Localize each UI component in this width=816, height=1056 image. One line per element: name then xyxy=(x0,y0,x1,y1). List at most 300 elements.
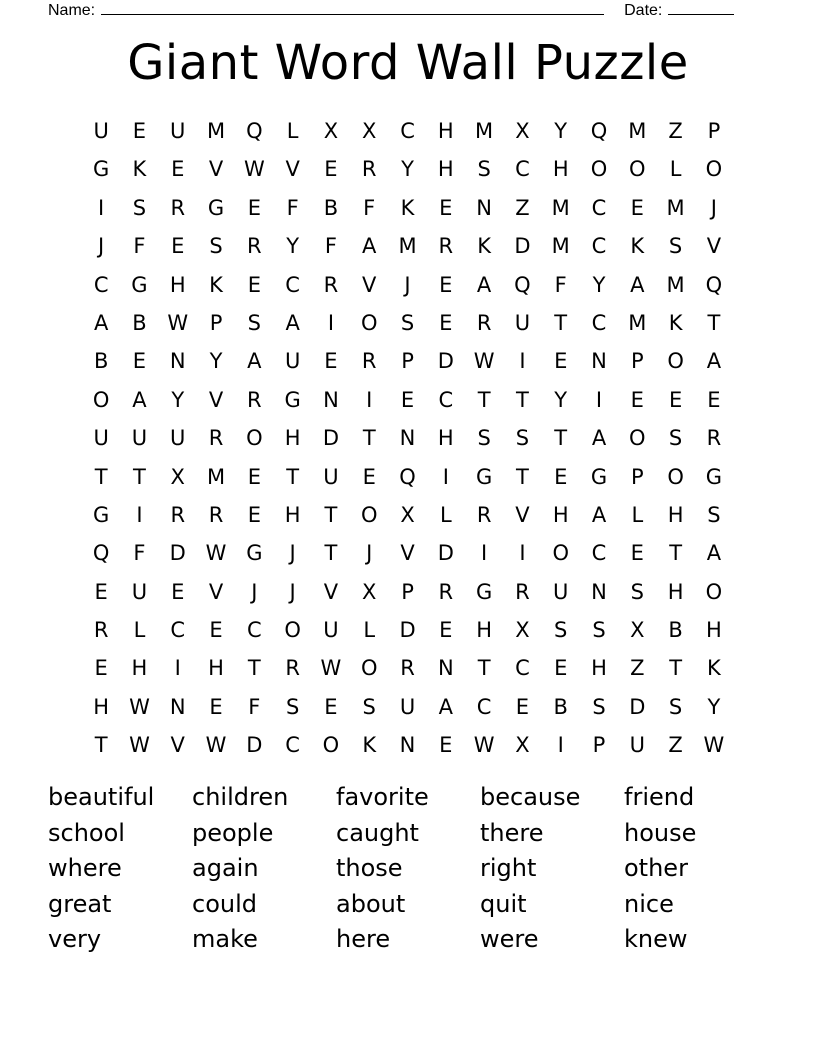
grid-letter: S xyxy=(707,502,721,527)
grid-letter: O xyxy=(92,387,110,412)
grid-letter: W xyxy=(205,733,227,758)
grid-letter: E xyxy=(362,464,376,489)
grid-letter: S xyxy=(630,579,644,604)
grid-letter: G xyxy=(207,195,225,220)
grid-letter: O xyxy=(667,349,684,374)
grid-letter: E xyxy=(132,349,147,374)
grid-letter: E xyxy=(554,349,568,374)
grid-letter: E xyxy=(554,656,568,681)
grid-letter: A xyxy=(438,694,453,719)
word-list-item: again xyxy=(192,854,259,882)
grid-letter: F xyxy=(286,195,299,220)
grid-letter: C xyxy=(285,733,300,758)
word-list-item: other xyxy=(624,854,688,882)
grid-row xyxy=(82,649,734,687)
grid-letter: N xyxy=(591,579,607,604)
grid-letter: D xyxy=(246,733,263,758)
grid-letter: Q xyxy=(399,464,416,489)
grid-letter: G xyxy=(93,157,110,182)
grid-letter: E xyxy=(171,234,185,259)
grid-letter: H xyxy=(284,502,301,527)
grid-letter: I xyxy=(327,310,335,335)
grid-letter: L xyxy=(669,157,682,182)
grid-letter: S xyxy=(209,234,223,259)
grid-letter: B xyxy=(132,310,147,335)
grid-letter: T xyxy=(324,502,338,527)
grid-letter: O xyxy=(590,157,608,182)
grid-letter: W xyxy=(167,310,189,335)
grid-letter: H xyxy=(437,119,454,143)
grid-letter: X xyxy=(362,119,377,143)
grid-letter: P xyxy=(707,119,721,143)
grid-letter: J xyxy=(98,234,105,259)
grid-letter: N xyxy=(399,733,416,758)
grid-letter: A xyxy=(93,310,109,335)
grid-letter: O xyxy=(360,310,378,335)
grid-letter: L xyxy=(363,618,376,643)
grid-letter: E xyxy=(439,310,453,335)
word-list-item: house xyxy=(624,818,697,847)
grid-letter: X xyxy=(170,464,185,489)
grid-letter: Z xyxy=(630,656,645,681)
grid-letter: U xyxy=(284,349,301,374)
grid-letter: E xyxy=(630,387,644,412)
grid-letter: V xyxy=(323,579,339,604)
grid-letter: M xyxy=(206,464,226,489)
grid-letter: H xyxy=(552,157,569,182)
grid-letter: D xyxy=(437,541,454,566)
grid-letter: F xyxy=(248,694,261,719)
grid-letter: V xyxy=(362,272,377,297)
grid-letter: R xyxy=(476,502,492,527)
grid-letter: E xyxy=(668,387,683,412)
grid-row xyxy=(82,381,734,419)
grid-letter: E xyxy=(247,272,261,297)
grid-letter: R xyxy=(170,502,186,527)
grid-row xyxy=(82,496,734,534)
word-list-item: knew xyxy=(624,925,688,953)
grid-letter: S xyxy=(592,618,606,643)
word-list-item: here xyxy=(336,925,391,953)
grid-letter: N xyxy=(169,349,186,374)
grid-letter: P xyxy=(401,579,414,604)
word-list-item: school xyxy=(48,818,125,847)
grid-letter: A xyxy=(591,426,607,451)
grid-letter: N xyxy=(476,195,492,220)
grid-letter: I xyxy=(174,656,181,681)
grid-letter: I xyxy=(481,541,488,566)
grid-letter: R xyxy=(438,234,454,259)
grid-letter: N xyxy=(591,349,607,374)
puzzle-title: Giant Word Wall Puzzle xyxy=(127,35,689,91)
grid-letter: W xyxy=(320,656,342,681)
word-list-item: people xyxy=(192,818,274,847)
grid-letter: T xyxy=(516,387,529,412)
grid-letter: C xyxy=(476,694,492,719)
grid-letter: C xyxy=(515,157,530,182)
grid-letter: U xyxy=(93,119,109,143)
grid-letter: A xyxy=(630,272,645,297)
grid-letter: J xyxy=(366,541,373,566)
grid-letter: U xyxy=(323,618,339,643)
date-blank-line xyxy=(668,0,734,15)
grid-letter: U xyxy=(170,119,186,143)
grid-row xyxy=(82,112,734,150)
grid-letter: M xyxy=(628,119,647,143)
grid-letter: E xyxy=(439,272,453,297)
grid-letter: E xyxy=(324,349,338,374)
grid-letter: C xyxy=(93,272,109,297)
grid-letter: P xyxy=(630,464,644,489)
grid-letter: A xyxy=(476,272,492,297)
grid-letter: Y xyxy=(707,694,721,719)
grid-letter: X xyxy=(630,618,645,643)
grid-letter: I xyxy=(98,195,105,220)
grid-letter: O xyxy=(246,426,263,451)
grid-letter: R xyxy=(400,656,415,681)
grid-letter: K xyxy=(477,234,491,259)
grid-letter: E xyxy=(707,387,721,412)
grid-letter: E xyxy=(209,618,223,643)
word-list-item: children xyxy=(192,783,289,811)
grid-letter: H xyxy=(667,579,684,604)
grid-letter: S xyxy=(362,694,376,719)
grid-row xyxy=(82,342,734,380)
grid-letter: V xyxy=(208,579,224,604)
grid-letter: R xyxy=(706,426,722,451)
grid-letter: R xyxy=(247,234,262,259)
grid-letter: B xyxy=(553,694,568,719)
grid-letter: G xyxy=(246,541,263,566)
grid-letter: R xyxy=(208,502,224,527)
grid-letter: I xyxy=(136,502,143,527)
grid-letter: H xyxy=(476,618,493,643)
grid-letter: B xyxy=(323,195,339,220)
grid-letter: X xyxy=(400,502,415,527)
grid-letter: O xyxy=(552,541,569,566)
grid-letter: U xyxy=(170,426,186,451)
grid-letter: E xyxy=(400,387,415,412)
grid-letter: S xyxy=(477,426,491,451)
grid-letter: Q xyxy=(514,272,531,297)
grid-letter: V xyxy=(706,234,722,259)
grid-letter: S xyxy=(477,157,491,182)
grid-letter: O xyxy=(705,579,723,604)
grid-letter: S xyxy=(554,618,568,643)
grid-letter: T xyxy=(362,426,376,451)
grid-letter: J xyxy=(710,195,717,220)
grid-letter: G xyxy=(131,272,148,297)
grid-letter: D xyxy=(629,694,646,719)
word-list-item: there xyxy=(480,818,544,847)
grid-letter: U xyxy=(514,310,531,335)
grid-letter: O xyxy=(629,426,646,451)
grid-letter: A xyxy=(132,387,147,412)
grid-letter: R xyxy=(476,310,492,335)
grid-letter: O xyxy=(322,733,340,758)
grid-letter: O xyxy=(705,157,723,182)
grid-letter: I xyxy=(557,733,564,758)
grid-letter: E xyxy=(247,195,261,220)
grid-letter: Z xyxy=(668,733,683,758)
grid-letter: A xyxy=(706,541,722,566)
grid-letter: I xyxy=(595,387,603,412)
grid-letter: C xyxy=(400,119,415,143)
grid-letter: X xyxy=(362,579,377,604)
grid-letter: W xyxy=(703,733,725,758)
grid-letter: K xyxy=(707,656,721,681)
grid-letter: H xyxy=(208,656,224,681)
grid-letter: T xyxy=(477,656,491,681)
grid-letter: V xyxy=(170,733,185,758)
grid-letter: C xyxy=(591,234,607,259)
grid-letter: L xyxy=(439,502,452,527)
grid-letter: M xyxy=(551,195,570,220)
word-search-grid xyxy=(82,112,734,765)
grid-letter: H xyxy=(169,272,186,297)
grid-letter: T xyxy=(247,656,261,681)
grid-letter: P xyxy=(592,733,606,758)
grid-letter: G xyxy=(93,502,110,527)
grid-letter: E xyxy=(247,464,261,489)
grid-letter: I xyxy=(442,464,449,489)
grid-letter: Y xyxy=(401,157,414,182)
word-list xyxy=(48,780,768,958)
word-list-item: those xyxy=(336,854,403,882)
grid-letter: C xyxy=(247,618,262,643)
grid-letter: H xyxy=(284,426,301,451)
grid-letter: I xyxy=(519,349,526,374)
grid-letter: S xyxy=(132,195,147,220)
grid-letter: Y xyxy=(554,119,568,143)
grid-row xyxy=(82,266,734,304)
grid-letter: I xyxy=(366,387,373,412)
grid-letter: H xyxy=(667,502,684,527)
grid-letter: C xyxy=(170,618,186,643)
grid-row xyxy=(82,458,734,496)
grid-letter: U xyxy=(553,579,569,604)
grid-letter: B xyxy=(93,349,109,374)
grid-letter: S xyxy=(285,694,300,719)
grid-letter: E xyxy=(324,694,338,719)
grid-letter: K xyxy=(362,733,377,758)
grid-letter: T xyxy=(554,426,568,451)
grid-letter: C xyxy=(285,272,300,297)
grid-letter: F xyxy=(133,541,146,566)
grid-letter: H xyxy=(591,656,607,681)
grid-letter: N xyxy=(169,694,186,719)
grid-letter: T xyxy=(286,464,300,489)
grid-letter: J xyxy=(251,579,258,604)
grid-letter: G xyxy=(590,464,608,489)
grid-letter: O xyxy=(284,618,301,643)
grid-letter: F xyxy=(554,272,567,297)
grid-letter: E xyxy=(630,541,644,566)
grid-letter: T xyxy=(94,464,108,489)
grid-letter: M xyxy=(628,310,647,335)
grid-row xyxy=(82,573,734,611)
grid-letter: M xyxy=(551,234,570,259)
grid-row xyxy=(82,534,734,572)
grid-letter: U xyxy=(323,464,339,489)
grid-letter: T xyxy=(669,541,683,566)
grid-letter: C xyxy=(515,656,530,681)
grid-letter: F xyxy=(133,234,146,259)
grid-letter: X xyxy=(323,119,339,143)
grid-letter: R xyxy=(323,272,339,297)
grid-letter: E xyxy=(324,157,338,182)
grid-letter: H xyxy=(706,618,722,643)
header-fields xyxy=(48,0,734,20)
grid-letter: Y xyxy=(171,387,185,412)
grid-letter: D xyxy=(514,234,531,259)
grid-letter: E xyxy=(94,579,108,604)
grid-letter: J xyxy=(289,541,296,566)
grid-letter: M xyxy=(666,195,685,220)
grid-letter: C xyxy=(591,195,607,220)
grid-letter: R xyxy=(208,426,224,451)
grid-row xyxy=(82,726,734,764)
grid-letter: D xyxy=(169,541,186,566)
word-list-item: beautiful xyxy=(48,783,155,811)
word-list-item: favorite xyxy=(336,783,429,811)
grid-letter: W xyxy=(473,733,495,758)
grid-letter: R xyxy=(361,349,377,374)
grid-letter: E xyxy=(132,119,147,143)
grid-letter: T xyxy=(477,387,491,412)
grid-letter: O xyxy=(667,464,684,489)
grid-letter: R xyxy=(170,195,186,220)
grid-letter: H xyxy=(93,694,110,719)
word-list-item: caught xyxy=(336,818,419,847)
word-list-item: quit xyxy=(480,889,527,918)
grid-letter: P xyxy=(630,349,644,374)
grid-row xyxy=(82,150,734,188)
grid-letter: Y xyxy=(209,349,223,374)
grid-letter: R xyxy=(361,157,377,182)
grid-letter: E xyxy=(439,195,453,220)
grid-row xyxy=(82,611,734,649)
grid-letter: T xyxy=(516,464,529,489)
grid-letter: T xyxy=(133,464,146,489)
grid-row xyxy=(82,227,734,265)
grid-letter: T xyxy=(554,310,568,335)
grid-letter: F xyxy=(324,234,337,259)
grid-letter: I xyxy=(519,541,526,566)
grid-letter: M xyxy=(666,272,685,297)
grid-letter: Q xyxy=(590,119,608,143)
grid-letter: S xyxy=(668,694,683,719)
grid-letter: U xyxy=(93,426,109,451)
grid-letter: N xyxy=(437,656,454,681)
grid-letter: R xyxy=(285,656,300,681)
date-label: Date: xyxy=(624,2,663,19)
word-list-item: nice xyxy=(624,889,674,918)
grid-letter: M xyxy=(206,119,226,143)
grid-letter: S xyxy=(592,694,606,719)
grid-letter: A xyxy=(362,234,377,259)
grid-letter: T xyxy=(94,733,108,758)
grid-letter: H xyxy=(552,502,569,527)
word-list-item: great xyxy=(48,889,112,918)
grid-letter: Y xyxy=(592,272,606,297)
grid-letter: X xyxy=(515,618,530,643)
grid-letter: W xyxy=(473,349,495,374)
grid-letter: P xyxy=(401,349,414,374)
grid-letter: E xyxy=(171,579,185,604)
grid-letter: Y xyxy=(286,234,300,259)
grid-letter: E xyxy=(439,733,453,758)
grid-letter: W xyxy=(243,157,265,182)
grid-letter: U xyxy=(629,733,645,758)
grid-letter: E xyxy=(515,694,530,719)
grid-letter: H xyxy=(437,157,454,182)
grid-letter: N xyxy=(399,426,416,451)
grid-letter: O xyxy=(629,157,646,182)
grid-letter: R xyxy=(247,387,262,412)
grid-letter: Y xyxy=(554,387,568,412)
grid-letter: L xyxy=(286,119,299,143)
grid-letter: K xyxy=(668,310,683,335)
grid-letter: V xyxy=(208,157,224,182)
grid-letter: A xyxy=(285,310,300,335)
grid-letter: D xyxy=(437,349,454,374)
name-blank-line xyxy=(101,0,604,15)
grid-letter: K xyxy=(209,272,223,297)
grid-letter: H xyxy=(437,426,454,451)
word-list-item: friend xyxy=(624,783,695,811)
grid-letter: D xyxy=(322,426,340,451)
grid-letter: V xyxy=(208,387,224,412)
grid-letter: T xyxy=(324,541,338,566)
grid-letter: O xyxy=(360,502,378,527)
grid-letter: M xyxy=(475,119,494,143)
grid-letter: U xyxy=(131,579,148,604)
grid-letter: T xyxy=(669,656,683,681)
grid-letter: R xyxy=(438,579,454,604)
grid-letter: E xyxy=(209,694,223,719)
grid-letter: H xyxy=(131,656,148,681)
grid-letter: W xyxy=(205,541,227,566)
grid-letter: S xyxy=(515,426,530,451)
grid-letter: D xyxy=(399,618,416,643)
grid-letter: X xyxy=(515,733,530,758)
grid-letter: Q xyxy=(92,541,110,566)
grid-row xyxy=(82,688,734,726)
grid-letter: W xyxy=(129,694,150,719)
grid-letter: V xyxy=(515,502,530,527)
grid-letter: K xyxy=(400,195,415,220)
word-list-item: could xyxy=(192,889,257,918)
grid-letter: Q xyxy=(705,272,723,297)
grid-letter: G xyxy=(284,387,301,412)
grid-letter: S xyxy=(400,310,415,335)
word-list-item: make xyxy=(192,925,258,953)
word-list-item: because xyxy=(480,783,581,811)
grid-letter: E xyxy=(439,618,453,643)
grid-letter: A xyxy=(247,349,262,374)
grid-letter: E xyxy=(554,464,568,489)
grid-letter: K xyxy=(132,157,147,182)
grid-letter: V xyxy=(400,541,415,566)
grid-letter: R xyxy=(93,618,109,643)
grid-row xyxy=(82,189,734,227)
grid-letter: F xyxy=(363,195,376,220)
grid-letter: K xyxy=(630,234,645,259)
grid-letter: G xyxy=(475,579,493,604)
grid-letter: G xyxy=(705,464,723,489)
grid-letter: A xyxy=(706,349,722,374)
